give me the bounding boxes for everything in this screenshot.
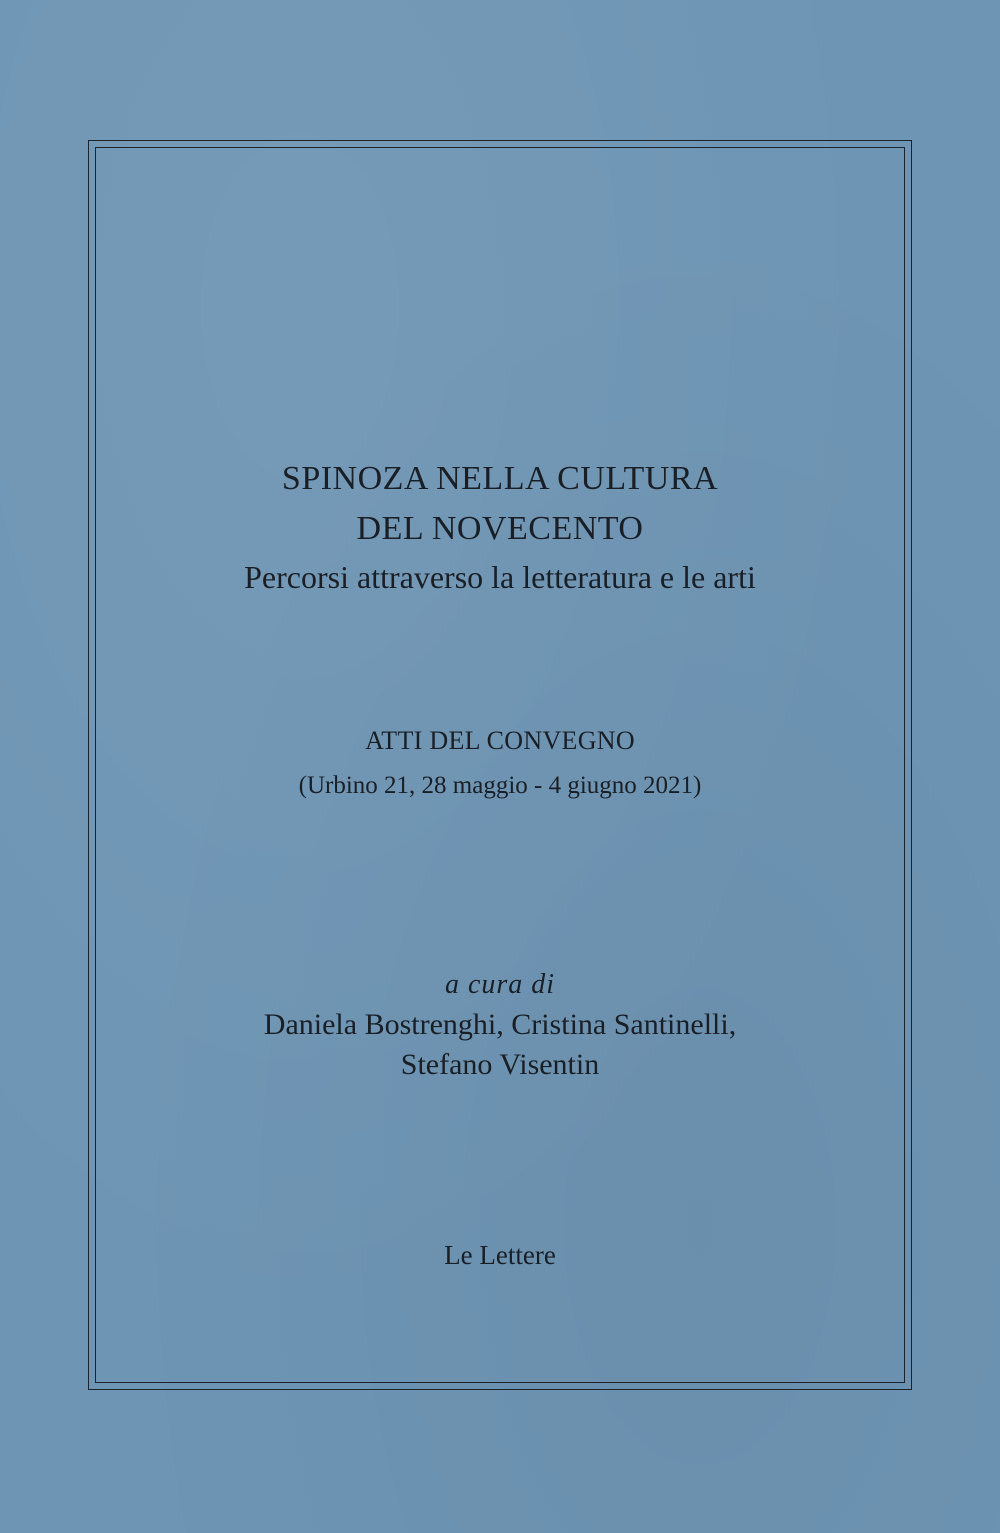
publisher-name: Le Lettere xyxy=(444,1240,556,1270)
editors-intro: a cura di xyxy=(444,969,556,1000)
inner-border-frame xyxy=(95,147,905,1383)
title-line-2: DEL NOVECENTO xyxy=(356,510,644,547)
title-line-1: SPINOZA NELLA CULTURA xyxy=(281,460,719,497)
editors-line-1: Daniela Bostrenghi, Cristina Santinelli, xyxy=(263,1008,737,1041)
subtitle: Percorsi attraverso la letteratura e le arti xyxy=(244,559,756,595)
series-label: ATTI DEL CONVEGNO xyxy=(365,726,635,755)
event-dates: (Urbino 21, 28 maggio - 4 giugno 2021) xyxy=(298,772,702,799)
editors-line-2: Stefano Visentin xyxy=(400,1048,600,1081)
